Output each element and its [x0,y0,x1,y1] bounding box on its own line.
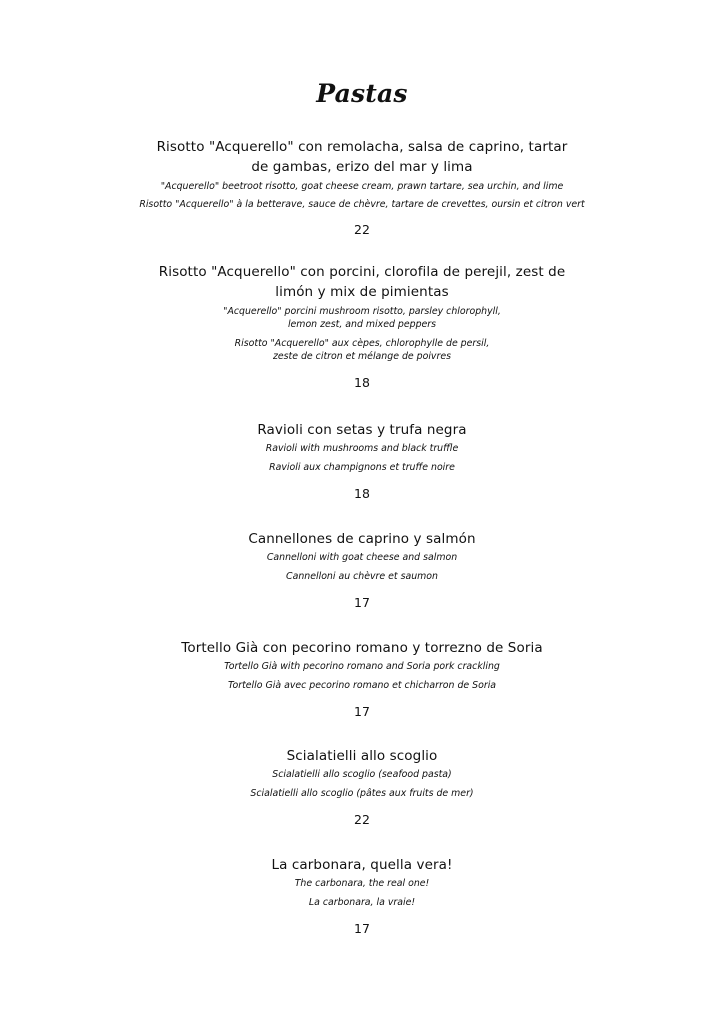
dish-name: La carbonara, quella vera! [271,857,453,873]
dish-price: 17 [354,921,370,936]
menu-item [0,855,724,937]
dish-name-line-1: Risotto "Acquerello" con remolacha, salsa de caprino, tartar [156,139,568,155]
dish-english-line-1: "Acquerello" porcini mushroom risotto, parsley chlorophyll, [223,306,501,317]
menu-item [0,137,724,238]
dish-english-line-2: lemon zest, and mixed peppers [287,319,437,330]
dish-name-line-2: limón y mix de pimientas [275,284,449,300]
dish-french-line-1: Risotto "Acquerello" aux cèpes, chlorophylle de persil, [234,338,490,349]
dish-name: Ravioli con setas y trufa negra [257,422,467,438]
dish-english: Scialatielli allo scoglio (seafood pasta) [272,769,452,780]
dish-price: 22 [354,222,370,237]
dish-name: Cannellones de caprino y salmón [248,531,476,547]
dish-english: The carbonara, the real one! [294,878,430,889]
menu-item [0,262,724,391]
dish-english: Tortello Già with pecorino romano and Soria pork crackling [224,661,500,672]
section-title: Pastas [316,79,408,108]
dish-french-line-2: zeste de citron et mélange de poivres [272,351,451,362]
dish-price: 17 [354,704,370,719]
dish-french: Cannelloni au chèvre et saumon [286,571,438,582]
dish-name: Tortello Già con pecorino romano y torrezno de Soria [181,640,543,656]
dish-price: 17 [354,595,370,610]
menu-item [0,638,724,720]
dish-english: "Acquerello" beetroot risotto, goat cheese cream, prawn tartare, sea urchin, and lime [160,181,564,192]
dish-french: Risotto "Acquerello" à la betterave, sauce de chèvre, tartare de crevettes, oursin et citron vert [139,199,585,210]
dish-name-line-2: de gambas, erizo del mar y lima [251,159,473,175]
dish-price: 18 [354,486,370,501]
dish-french: La carbonara, la vraie! [308,897,416,908]
dish-name-line-1: Risotto "Acquerello" con porcini, clorofila de perejil, zest de [158,264,566,280]
dish-english: Ravioli with mushrooms and black truffle [265,443,459,454]
dish-french: Scialatielli allo scoglio (pâtes aux fruits de mer) [250,788,474,799]
menu-item [0,529,724,611]
dish-price: 22 [354,812,370,827]
dish-french: Tortello Già avec pecorino romano et chicharron de Soria [227,680,497,691]
dish-english: Cannelloni with goat cheese and salmon [266,552,458,563]
dish-price: 18 [354,375,370,390]
menu-item [0,420,724,502]
dish-name: Scialatielli allo scoglio [286,748,438,764]
dish-french: Ravioli aux champignons et truffe noire [269,462,455,473]
menu-item [0,746,724,828]
